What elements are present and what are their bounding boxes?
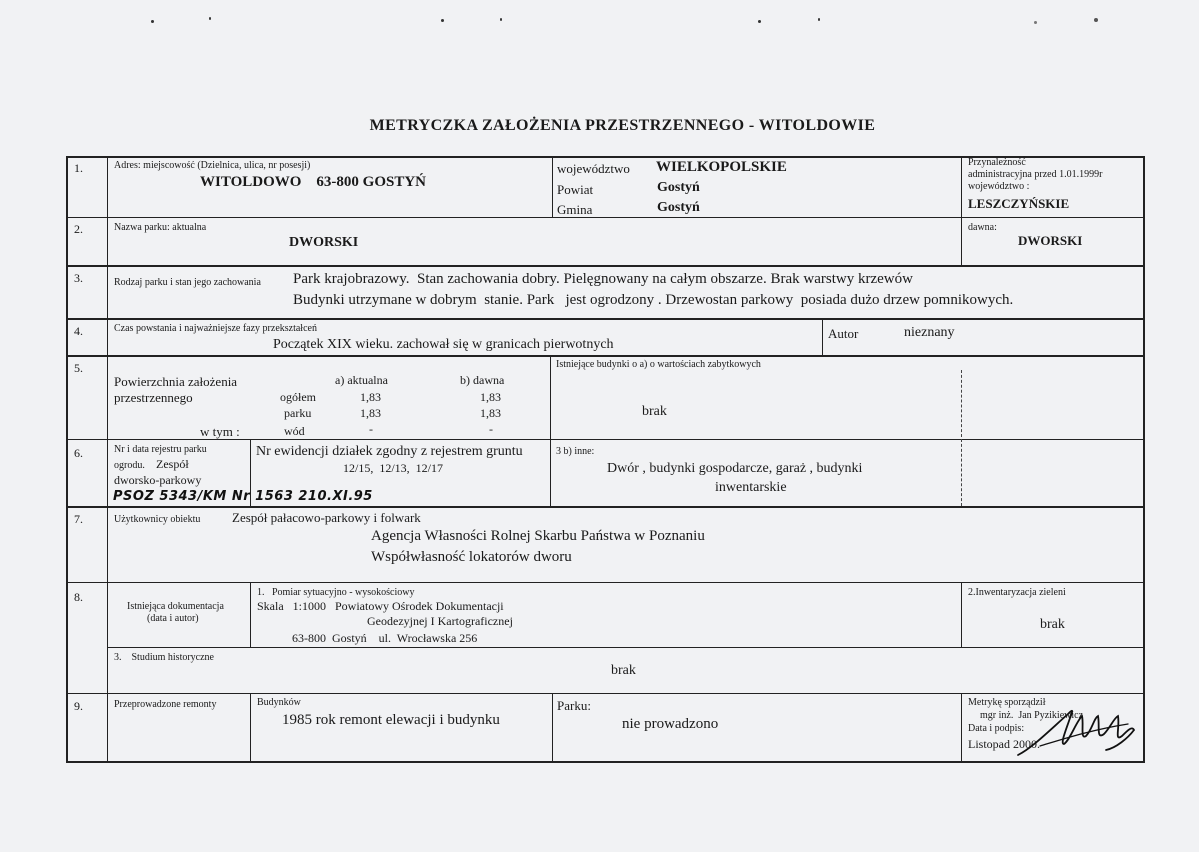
admin-label: województwo : <box>968 181 1030 192</box>
admin-voivodeship-value: LESZCZYŃSKIE <box>968 196 1070 211</box>
area-value: 1,83 <box>360 390 381 404</box>
scan-dot <box>151 20 154 23</box>
voivodeship-label: województwo <box>557 161 630 176</box>
date-signature-label: Data i podpis: <box>968 723 1025 734</box>
users-value: Zespół pałacowo-parkowy i folwark <box>232 510 421 525</box>
other-buildings-value: Dwór , budynki gospodarcze, garaż , budynki <box>607 461 863 476</box>
area-row-total: ogółem <box>280 390 316 404</box>
page-title: METRYCZKA ZAŁOŻENIA PRZESTRZENNEGO - WITOLDOWIE <box>369 117 876 134</box>
historical-study-value: brak <box>611 663 636 678</box>
register-value: dworsko-parkowy <box>114 473 202 487</box>
documentation-label: Istniejąca dokumentacja <box>127 601 224 612</box>
area-wtym-label: w tym : <box>200 424 240 439</box>
greenery-inventory-value: brak <box>1040 617 1065 632</box>
row-number: 4. <box>74 324 83 338</box>
park-renovation-label: Parku: <box>557 698 591 713</box>
park-renovation-value: nie prowadzono <box>622 716 719 732</box>
scan-dot <box>1034 21 1037 24</box>
register-label: Nr i data rejestru parku <box>114 444 207 455</box>
row-number: 8. <box>74 590 83 604</box>
row-number: 9. <box>74 699 83 713</box>
scan-dot <box>818 18 820 21</box>
renovations-label: Przeprowadzone remonty <box>114 699 217 710</box>
area-label: Powierzchnia założenia <box>114 374 238 389</box>
register-label: ogrodu. <box>114 460 145 471</box>
park-name-label: Nazwa parku: aktualna <box>114 222 207 233</box>
author-value: nieznany <box>904 325 955 340</box>
row-number: 5. <box>74 361 83 375</box>
park-type-line: Park krajobrazowy. Stan zachowania dobry. Pielęgnowany na całym obszarze. Brak warstwy krzewów <box>293 271 913 287</box>
row-number: 3. <box>74 271 83 285</box>
register-handwritten-entry: PSOZ 5343/KM Nr 1563 210.XI.95 <box>113 489 373 504</box>
area-row-water: wód <box>284 424 305 438</box>
plots-label: Nr ewidencji działek zgodny z rejestrem gruntu <box>256 444 523 459</box>
plots-value: 12/15, 12/13, 12/17 <box>343 461 444 475</box>
former-name-label: dawna: <box>968 222 997 233</box>
historic-buildings-label: Istniejące budynki o a) o wartościach zabytkowych <box>556 359 761 370</box>
row-number: 2. <box>74 222 83 236</box>
buildings-renovation-label: Budynków <box>257 697 301 708</box>
history-label: Czas powstania i najważniejsze fazy przekształceń <box>114 323 317 334</box>
scan-dot <box>209 17 211 20</box>
powiat-value: Gostyń <box>657 180 700 195</box>
area-label: przestrzennego <box>114 390 193 405</box>
buildings-renovation-value: 1985 rok remont elewacji i budynku <box>282 712 500 728</box>
survey-title: 1. Pomiar sytuacyjno - wysokościowy <box>257 587 415 598</box>
area-value: 1,83 <box>480 390 501 404</box>
scan-dot <box>441 19 444 22</box>
address-label: Adres: miejscowość (Dzielnica, ulica, nr posesji) <box>114 160 311 171</box>
historical-study-label: 3. Studium historyczne <box>114 652 214 663</box>
row-number: 7. <box>74 512 83 526</box>
area-value: 1,83 <box>360 406 381 420</box>
gmina-label: Gmina <box>557 202 593 217</box>
users-value: Agencja Własności Rolnej Skarbu Państwa w Poznaniu <box>371 528 705 544</box>
documentation-label: (data i autor) <box>147 613 199 624</box>
date-value: Listopad 2000. <box>968 737 1040 751</box>
users-label: Użytkownicy obiektu <box>114 514 201 525</box>
gmina-value: Gostyń <box>657 200 700 215</box>
other-buildings-label: 3 b) inne: <box>556 446 595 457</box>
area-value: - <box>369 422 373 436</box>
handwritten-signature <box>1010 700 1140 762</box>
park-name-value: DWORSKI <box>289 235 359 250</box>
area-value: - <box>489 422 493 436</box>
former-name-value: DWORSKI <box>1018 233 1083 248</box>
voivodeship-value: WIELKOPOLSKIE <box>656 159 787 175</box>
park-type-line: Budynki utrzymane w dobrym stanie. Park jest ogrodzony . Drzewostan parkowy posiada dużo drzew pomnikowych. <box>293 292 1014 308</box>
area-row-park: parku <box>284 406 312 420</box>
area-col-former: b) dawna <box>460 373 505 387</box>
greenery-inventory-label: 2.Inwentaryzacja zieleni <box>968 587 1066 598</box>
area-col-current: a) aktualna <box>335 373 388 387</box>
admin-label: administracyjna przed 1.01.1999r <box>968 169 1103 180</box>
row-number: 6. <box>74 446 83 460</box>
powiat-label: Powiat <box>557 182 594 197</box>
author-label: Autor <box>828 326 859 341</box>
prepared-by-value: mgr inż. Jan Pyzikiewicz <box>980 710 1084 721</box>
survey-details: Geodezyjnej I Kartograficznej <box>367 614 513 628</box>
prepared-by-label: Metrykę sporządził <box>968 697 1046 708</box>
users-value: Współwłasność lokatorów dworu <box>371 549 572 565</box>
address-value: WITOLDOWO 63-800 GOSTYŃ <box>200 174 427 190</box>
row-number: 1. <box>74 161 83 175</box>
register-value: Zespół <box>156 457 189 471</box>
scan-dot <box>758 20 761 23</box>
scan-dot <box>500 18 502 21</box>
other-buildings-value: inwentarskie <box>715 480 787 495</box>
park-type-label: Rodzaj parku i stan jego zachowania <box>114 277 261 288</box>
area-value: 1,83 <box>480 406 501 420</box>
admin-label: Przynależność <box>968 157 1026 168</box>
historic-buildings-value: brak <box>642 404 667 419</box>
scan-dot <box>1094 18 1098 22</box>
survey-details: 63-800 Gostyń ul. Wrocławska 256 <box>292 631 478 645</box>
history-value: Początek XIX wieku. zachował się w granicach pierwotnych <box>273 337 614 352</box>
survey-details: Skala 1:1000 Powiatowy Ośrodek Dokumentacji <box>257 599 504 613</box>
